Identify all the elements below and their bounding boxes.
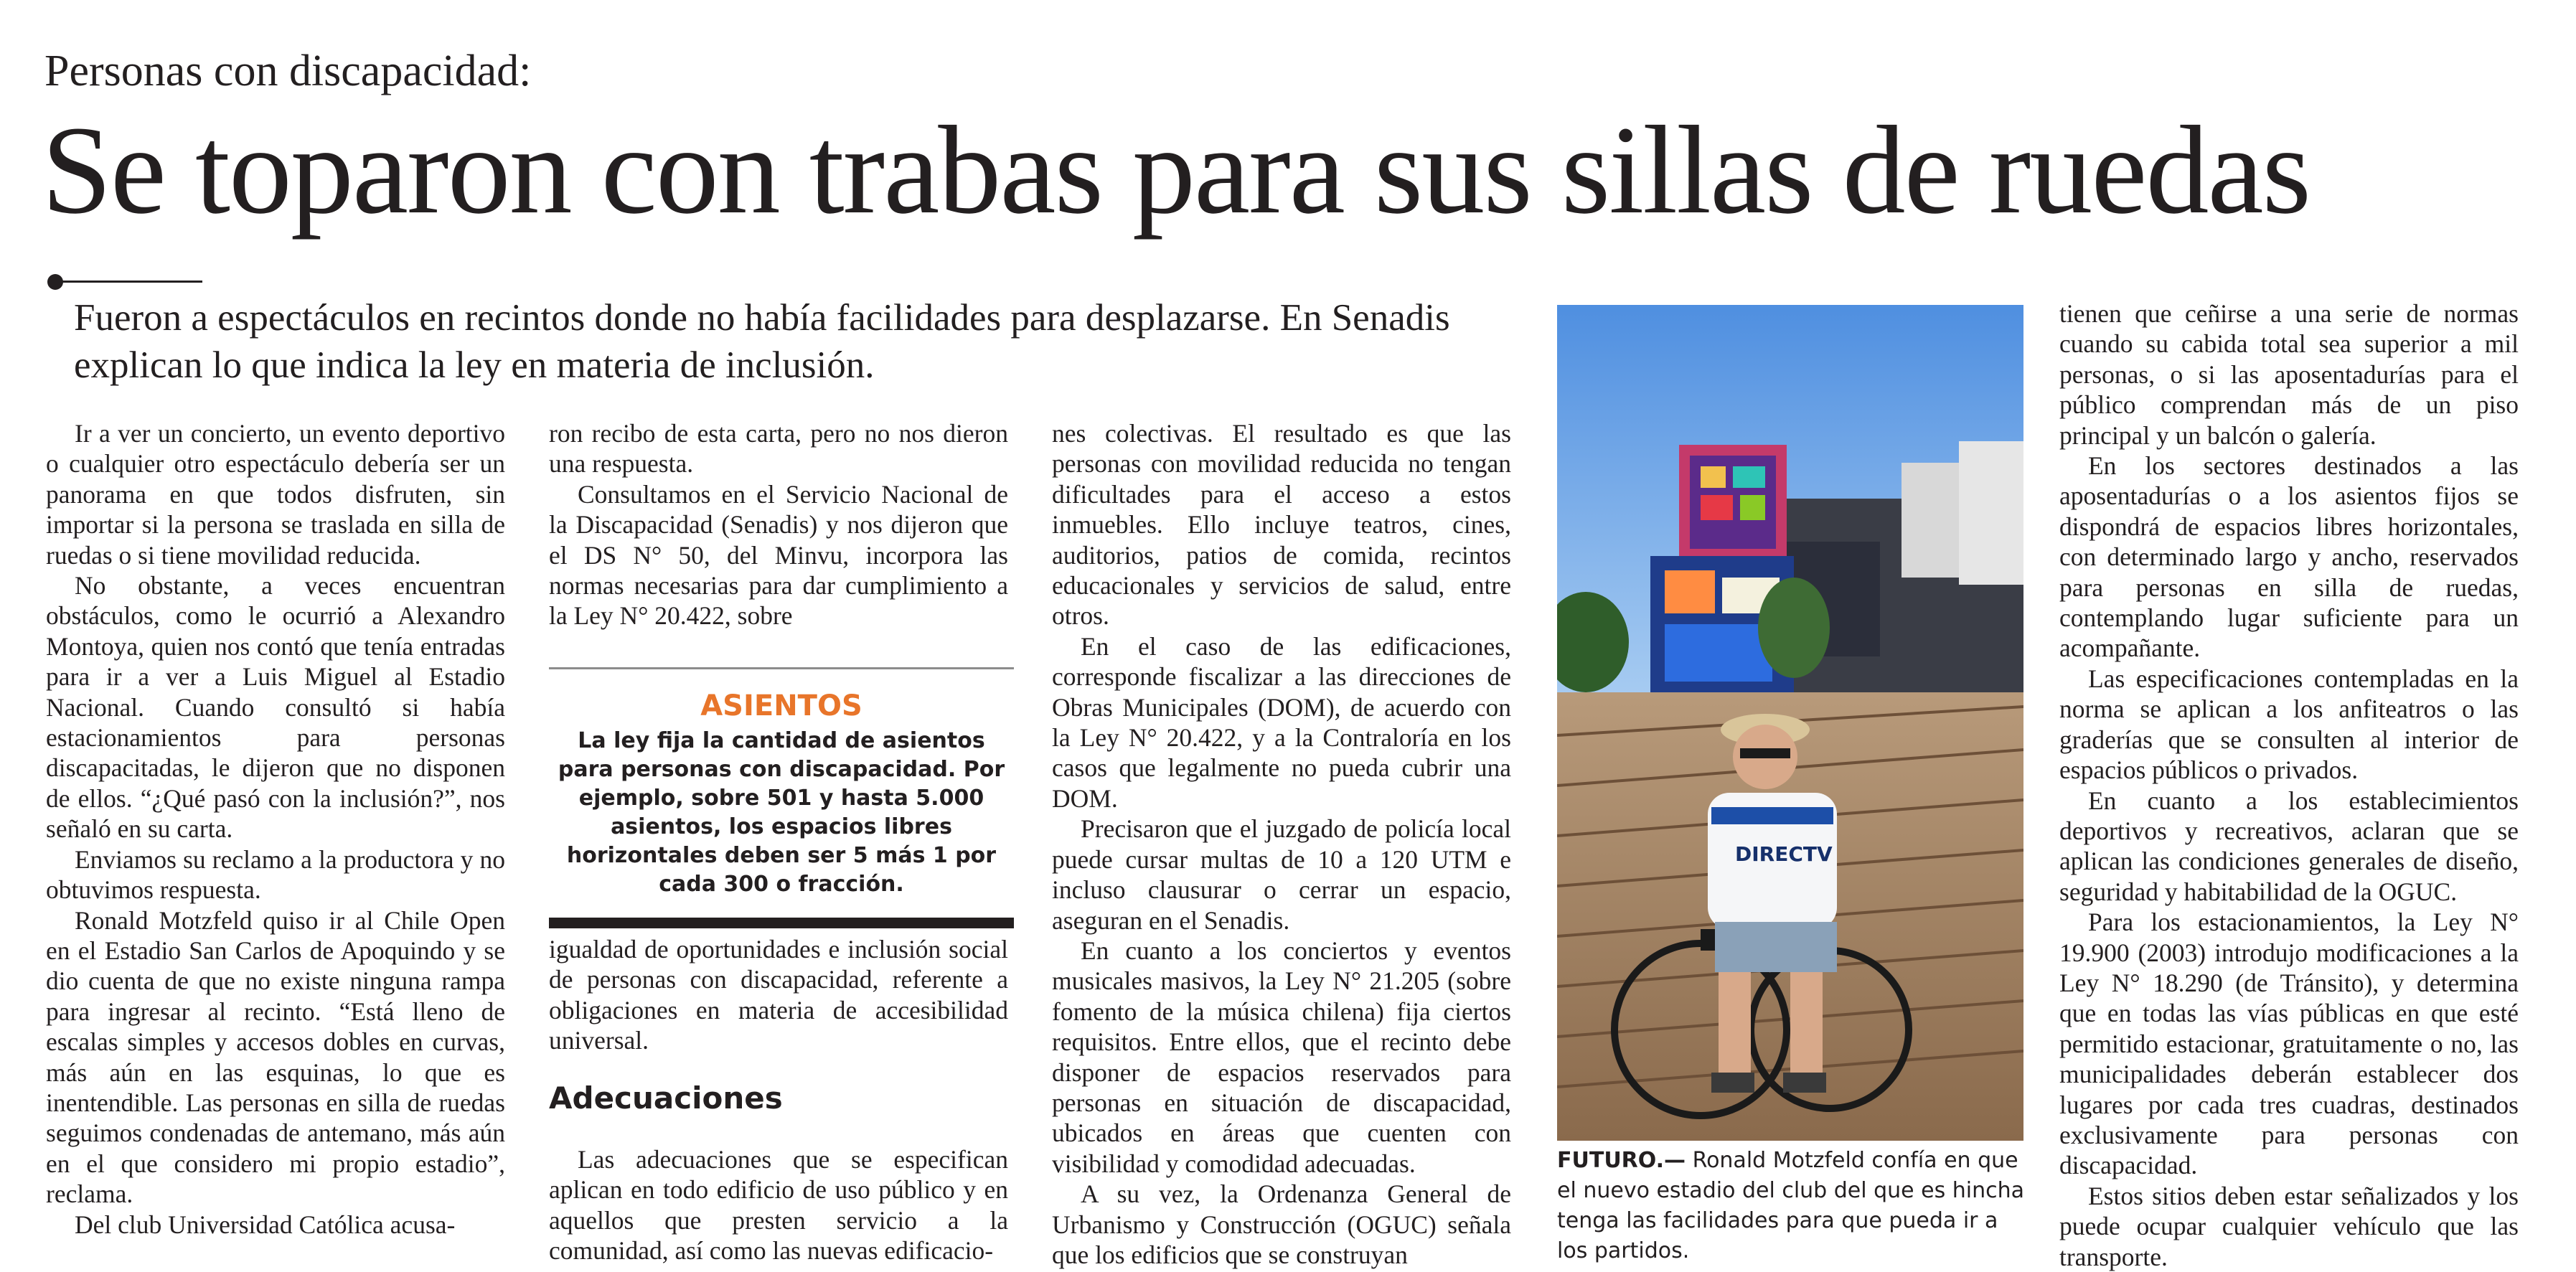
info-box-text: La ley fija la cantidad de asientos para personas con discapacidad. Por ejemplo, sobre 501 y hasta 5.000 asientos, los espacios libres horizontales deben ser 5 más 1 por cada 300 o fracción. bbox=[558, 728, 1005, 897]
subhead: Adecuaciones bbox=[549, 1080, 783, 1116]
paragraph: En cuanto a los establecimientos deportivos y recreativos, aclaran que se aplican las condiciones generales de diseño, seguridad y habitabilidad de la OGUC. bbox=[2059, 786, 2519, 906]
headline: Se toparon con trabas para sus sillas de ruedas bbox=[42, 100, 2311, 240]
deck: Fueron a espectáculos en recintos donde no había facilidades para desplazarse. En Senadis explican lo que indica la ley en materia de inclusión. bbox=[74, 297, 1450, 386]
paragraph: Las especificaciones contempladas en la norma se aplican a los anfiteatros o las graderías que se consulten al interior de espacios públicos o privados. bbox=[2059, 664, 2519, 785]
article-column-2-bottom bbox=[549, 1144, 1008, 1266]
paragraph: Estos sitios deben estar señalizados y los puede ocupar cualquier vehículo que las transporte. bbox=[2059, 1181, 2519, 1271]
paragraph: En el caso de las edificaciones, corresponde fiscalizar a las direcciones de Obras Municipales (DOM), de acuerdo con la Ley N° 20.422, y a la Contraloría en los casos que legalmente no pueda cubrir una DOM. bbox=[1052, 631, 1511, 813]
info-box-title: ASIENTOS bbox=[700, 689, 862, 722]
article-column-4 bbox=[2059, 298, 2519, 1272]
photo-caption bbox=[1557, 1146, 2031, 1266]
paragraph: En los sectores destinados a las aposentadurías o a los asientos fijos se dispondrá de espacios libres horizontales, con determinado largo y ancho, reservados para personas en silla de ruedas, contemplando lugar suficiente para un acompañante. bbox=[2059, 451, 2519, 663]
shirt-logo: DIRECTV bbox=[1735, 842, 1833, 866]
article-column-2-top bbox=[549, 418, 1008, 631]
info-box bbox=[549, 667, 1014, 928]
paragraph: Ronald Motzfeld quiso ir al Chile Open en el Estadio San Carlos de Apoquindo y se dio cuenta de que no existe ninguna rampa para ingresar al recinto. “Está lleno de escalas simples y accesos dobles en curvas, más aún en las esquinas, lo que es inentendible. Las personas en silla de ruedas seguimos condenadas de antemano, más aún en el que considero mi propio estadio”, reclama. bbox=[46, 905, 505, 1209]
rule-line bbox=[62, 281, 202, 283]
caption-text: Ronald Motzfeld confía en que el nuevo estadio del club del que es hincha tenga las facilidades para que pueda ir a los partidos. bbox=[1557, 1148, 2025, 1263]
rule-dot bbox=[47, 274, 63, 290]
paragraph: igualdad de oportunidades e inclusión social de personas con discapacidad, referente a obligaciones en materia de accesibilidad universal. bbox=[549, 935, 1008, 1055]
paragraph: tienen que ceñirse a una serie de normas cuando su cabida total sea superior a mil personas, o si las aposentadurías para el público comprendan más de un piso principal y un balcón o galería. bbox=[2059, 299, 2519, 450]
paragraph: No obstante, a veces encuentran obstáculos, como le ocurrió a Alexandro Montoya, quien nos contó que tenía entradas para ir a ver a Luis Miguel al Estadio Nacional. Cuando consultó si había estacionamientos para personas discapacitadas, le dijeron que no disponen de ellos. “¿Qué pasó con la inclusión?”, nos señaló en su carta. bbox=[46, 571, 505, 844]
article-column-2-mid bbox=[549, 934, 1008, 1056]
article-column-1 bbox=[46, 418, 505, 1240]
paragraph: Las adecuaciones que se especifican aplican en todo edificio de uso público y en aquellos que presten servicio a la comunidad, así como las nuevas edificacio- bbox=[549, 1145, 1008, 1266]
paragraph: Ir a ver un concierto, un evento deportivo o cualquier otro espectáculo debería ser un panorama en que todos disfruten, sin importar si la persona se traslada en silla de ruedas o si tiene movilidad reducida. bbox=[46, 419, 505, 570]
paragraph: En cuanto a los conciertos y eventos musicales masivos, la Ley N° 21.205 (sobre fomento de la música chilena) fija ciertos requisitos. Entre ellos, que el recinto debe disponer de espacios reservados para personas en situación de discapacidad, ubicados en áreas que cuenten con visibilidad y comodidad adecuadas. bbox=[1052, 936, 1511, 1178]
paragraph: ron recibo de esta carta, pero no nos dieron una respuesta. bbox=[549, 419, 1008, 479]
paragraph: Del club Universidad Católica acusa- bbox=[75, 1210, 456, 1239]
caption-label: FUTURO.— bbox=[1557, 1148, 1686, 1173]
paragraph: A su vez, la Ordenanza General de Urbanismo y Construcción (OGUC) señala que los edificios que se construyan bbox=[1052, 1179, 1511, 1269]
paragraph: nes colectivas. El resultado es que las personas con movilidad reducida no tengan dificultades para el acceso a estos inmuebles. Ello incluye teatros, cines, auditorios, patios de comida, recintos educacionales y servicios de salud, entre otros. bbox=[1052, 419, 1511, 631]
article-photo bbox=[1557, 305, 2023, 1141]
paragraph: Enviamos su reclamo a la productora y no obtuvimos respuesta. bbox=[46, 844, 505, 905]
article-column-3 bbox=[1052, 418, 1511, 1270]
paragraph: Precisaron que el juzgado de policía local puede cursar multas de 10 a 120 UTM e incluso clausurar o cerrar un espacio, aseguran en el Senadis. bbox=[1052, 814, 1511, 935]
paragraph: Consultamos en el Servicio Nacional de la Discapacidad (Senadis) y nos dijeron que el DS N° 50, del Minvu, incorpora las normas necesarias para dar cumplimiento a la Ley N° 20.422, sobre bbox=[549, 479, 1008, 631]
paragraph: Para los estacionamientos, la Ley N° 19.900 (2003) introdujo modificaciones a la Ley N° 18.290 (de Tránsito), y determina que en todas las vías públicas en que esté permitido estacionar, gratuitamente o no, las municipalidades deberán establecer dos lugares por cada tres cuadras, destinados exclusivamente para personas con discapacidad. bbox=[2059, 908, 2519, 1180]
kicker: Personas con discapacidad: bbox=[44, 47, 532, 95]
